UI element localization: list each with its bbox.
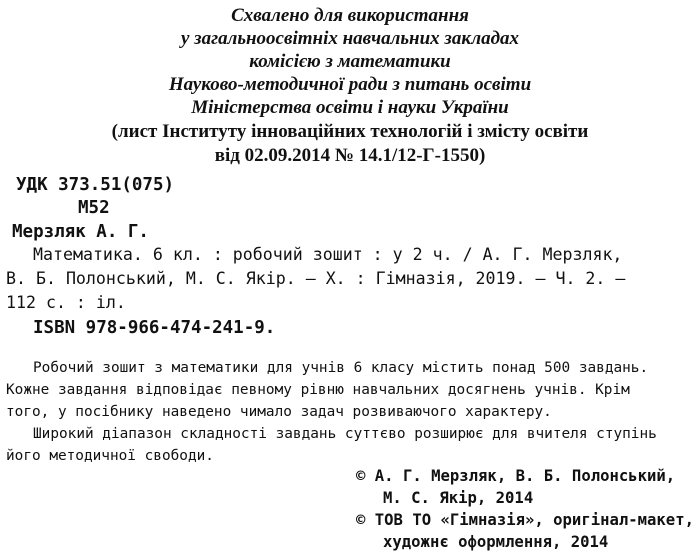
letter-reference-line-1: (лист Інституту інноваційних технологій і змісту освіти [111,121,589,142]
isbn: ISBN 978-966-474-241-9. [33,318,276,338]
approval-line-5: Міністерства освіти і науки України [191,97,509,118]
annotation-line-1: Робочий зошит з математики для учнів 6 класу містить понад 500 завдань. [33,360,649,376]
author-mark: М52 [78,198,110,218]
approval-line-2: у загальноосвітніх навчальних закладах [180,28,520,49]
annotation-line-5: його методичної свободи. [6,448,214,464]
annotation-line-3: того, у посібнику наведено чимало задач розвиваючого характеру. [6,404,552,420]
udc-code: УДК 373.51(075) [16,175,175,195]
bibliographic-description-line-3: 112 с. : іл. [6,293,126,312]
copyright-authors-line-1: © А. Г. Мерзляк, В. Б. Полонський, [356,467,676,485]
letter-reference-line-2: від 02.09.2014 № 14.1/12-Г-1550) [214,145,486,166]
bibliographic-description-line-1: Математика. 6 кл. : робочий зошит : у 2 ч. / А. Г. Мерзляк, [33,245,623,264]
annotation-line-2: Кожне завдання відповідає певному рівню навчальних досягнень учнів. Крім [6,382,630,398]
annotation-line-4: Широкий діапазон складності завдань суттєво розширює для вчителя ступінь [33,426,657,442]
author-heading: Мерзляк А. Г. [12,222,149,242]
approval-line-3: комісією з математики [249,51,451,72]
approval-line-1: Схвалено для використання [231,5,469,26]
copyright-publisher-line-2: художнє оформлення, 2014 [383,533,609,551]
bibliographic-description-line-2: В. Б. Полонський, М. С. Якір. — Х. : Гімназія, 2019. — Ч. 2. — [6,269,626,288]
approval-line-4: Науково-методичної ради з питань освіти [168,74,532,95]
copyright-publisher-line-1: © ТОВ ТО «Гімназія», оригінал-макет, [356,511,694,529]
copyright-authors-line-2: М. С. Якір, 2014 [383,489,534,507]
